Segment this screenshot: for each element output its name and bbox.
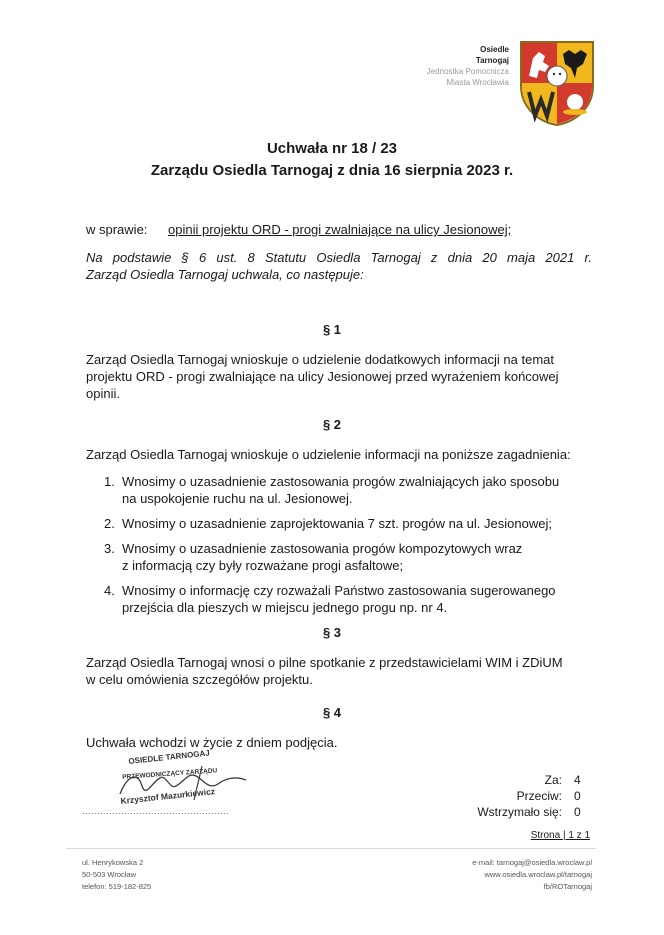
list-item-continuation: przejścia dla pieszych w miejscu jednego progu np. nr 4. (122, 600, 448, 615)
list-item (104, 515, 552, 532)
section-1-heading: § 1 (322, 322, 342, 337)
section-1-line1: Zarząd Osiedla Tarnogaj wnioskuje o udzielenie dodatkowych informacji na temat (86, 352, 555, 367)
vote-row (454, 772, 581, 788)
list-item-continuation: z informacją czy były rozważane progi asfaltowe; (122, 558, 404, 573)
org-block (427, 44, 509, 88)
footer-city: 50-503 Wrocław (82, 870, 137, 879)
section-4-heading: § 4 (322, 705, 342, 720)
subject-text: opinii projektu ORD - progi zwalniające na ulicy Jesionowej; (168, 222, 512, 237)
legal-basis-line2: Zarząd Osiedla Tarnogaj uchwala, co następuje: (86, 267, 364, 282)
list-item-continuation: na uspokojenie ruchu na ul. Jesionowej. (122, 491, 353, 506)
list-item-text: Wnosimy o uzasadnienie zaprojektowania 7 szt. progów na ul. Jesionowej; (122, 516, 552, 531)
page-indicator: Strona | 1 z 1 (530, 830, 590, 841)
vote-value: 0 (574, 805, 581, 819)
section-1-line2: projektu ORD - progi zwalniające na ulicy Jesionowej przed wyrażeniem końcowej (86, 369, 559, 384)
list-item (104, 540, 522, 557)
footer-website: www.osiedla.wroclaw.pl/tarnogaj (484, 870, 592, 879)
section-3-heading: § 3 (322, 625, 342, 640)
footer-email: e-mail: tarnogaj@osiedla.wroclaw.pl (472, 858, 592, 867)
footer-divider (66, 848, 596, 849)
vote-label: Wstrzymało się: (477, 805, 562, 819)
vote-label: Za: (544, 773, 562, 787)
list-item-number: 4. (104, 583, 115, 598)
list-item-text: Wnosimy o uzasadnienie zastosowania progów kompozytowych wraz (122, 541, 523, 556)
subject-label: w sprawie: (86, 222, 148, 237)
votes-table (454, 772, 581, 820)
stamp-org: OSIEDLE TARNOGAJ (128, 748, 211, 766)
section-1-line3: opinii. (86, 386, 120, 401)
list-item-number: 3. (104, 541, 115, 556)
legal-basis-line1: Na podstawie § 6 ust. 8 Statutu Osiedla Tarnogaj z dnia 20 maja 2021 r. (86, 250, 592, 265)
section-4-line1: Uchwała wchodzi w życie z dniem podjęcia. (86, 735, 338, 750)
section-3-line1: Zarząd Osiedla Tarnogaj wnosi o pilne spotkanie z przedstawicielami WIM i ZDiUM (86, 655, 563, 670)
org-desc-line1: Jednostka Pomocnicza (426, 67, 509, 76)
org-desc-line2: Miasta Wrocławia (446, 78, 509, 87)
footer-street: ul. Henrykowska 2 (82, 858, 144, 867)
vote-row (454, 804, 581, 820)
wroclaw-coat-of-arms-icon (519, 40, 595, 126)
vote-label: Przeciw: (516, 789, 562, 803)
list-item (104, 582, 556, 599)
footer-facebook: fb/ROTarnogaj (543, 882, 592, 891)
signature-line: ................................................. (82, 806, 230, 816)
list-item-number: 2. (104, 516, 115, 531)
footer-phone: telefon: 519-182-825 (82, 882, 152, 891)
vote-value: 0 (574, 789, 581, 803)
list-item-text: Wnosimy o uzasadnienie zastosowania progów zwalniających jako sposobu (122, 474, 560, 489)
list-item-number: 1. (104, 474, 115, 489)
stamp-name: Krzysztof Mazurkiewicz (120, 786, 216, 806)
footer-address (82, 857, 151, 893)
section-3-line2: w celu omówienia szczegółów projektu. (86, 672, 313, 687)
org-name-line2: Tarnogaj (475, 56, 509, 65)
footer-contact (472, 857, 592, 893)
section-2-intro: Zarząd Osiedla Tarnogaj wnioskuje o udzielenie informacji na poniższe zagadnienia: (86, 447, 571, 462)
resolution-title: Zarządu Osiedla Tarnogaj z dnia 16 sierpnia 2023 r. (150, 162, 514, 179)
vote-row (454, 788, 581, 804)
list-item-text: Wnosimy o informację czy rozważali Państwo zastosowania sugerowanego (122, 583, 556, 598)
org-name-line1: Osiedle (480, 45, 509, 54)
resolution-number: Uchwała nr 18 / 23 (266, 140, 398, 157)
list-item (104, 473, 559, 490)
vote-value: 4 (574, 773, 581, 787)
stamp-role: PRZEWODNICZĄCY ZARZĄDU (122, 767, 218, 781)
section-2-heading: § 2 (322, 417, 342, 432)
